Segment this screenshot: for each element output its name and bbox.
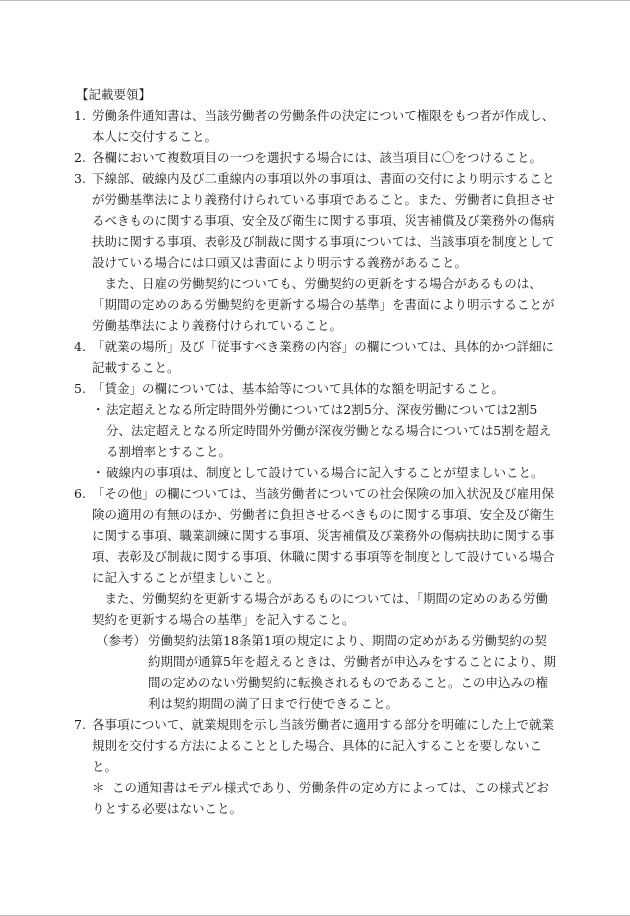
instruction-item-1 [76, 105, 558, 147]
reference-note [76, 630, 558, 714]
item-number: 5. [74, 381, 86, 396]
section-heading: 【記載要領】 [76, 87, 152, 102]
bullet-item [76, 462, 558, 483]
reference-text: 労働契約法第18条第1項の規定により、期間の定めがある労働契約の契約期間が通算5年を超えるときは、労働者が申込みをすることにより、期間の定めのない労働契約に転換されるものであること。この申込みの権利は契約期間の満了日まで行使できること。 [148, 633, 556, 711]
bullet-mark: ・ [92, 465, 105, 480]
item-number: 4. [74, 339, 86, 354]
item-number: 3. [74, 171, 86, 186]
item-text: 下線部、破線内及び二重線内の事項以外の事項は、書面の交付により明示することが労働基準法により義務付けられている事項であること。また、労働者に負担させるべきものに関する事項、安全及び衛生に関する事項、災害補償及び業務外の傷病扶助に関する事項、表彰及び制裁に関する事項については、当該事項を制度として設けている場合には口頭又は書面により明示する義務があること。 [92, 171, 555, 270]
instruction-item-2 [76, 147, 558, 168]
item-number: 2. [74, 150, 86, 165]
instruction-item-6 [76, 483, 558, 630]
footnote [76, 777, 558, 819]
item-paragraph: また、日雇の労働契約についても、労働契約の更新をする場合があるものは、「期間の定めのある労働契約を更新する場合の基準」を書面により明示することが労働基準法により義務付けられていること。 [92, 276, 555, 333]
instruction-item-4 [76, 336, 558, 378]
item-paragraph: また、労働契約を更新する場合があるものについては、「期間の定めのある労働契約を更新する場合の基準」を記入すること。 [92, 591, 549, 627]
item-text: 各欄において複数項目の一つを選択する場合には、該当項目に〇をつけること。 [92, 150, 543, 165]
item-text: 労働条件通知書は、当該労働者の労働条件の決定について権限をもつ者が作成し、本人に交付すること。 [92, 108, 555, 144]
item-number: 7. [74, 717, 86, 732]
instructions-content [76, 84, 558, 819]
footnote-text: この通知書はモデル様式であり、労働条件の定め方によっては、この様式どおりとする必要はないこと。 [92, 780, 549, 816]
item-text: 「就業の場所」及び「従事すべき業務の内容」の欄については、具体的かつ詳細に記載すること。 [92, 339, 555, 375]
item-number: 1. [74, 108, 86, 123]
asterisk-mark: ＊ [92, 780, 105, 795]
item-text: 「賃金」の欄については、基本給等について具体的な額を明記すること。 [92, 381, 505, 396]
item-number: 6. [74, 486, 86, 501]
bullet-mark: ・ [92, 402, 105, 417]
page-top-border [0, 0, 630, 1]
instruction-item-3 [76, 168, 558, 336]
bullet-text: 破線内の事項は、制度として設けている場合に記入することが望ましいこと。 [106, 465, 544, 480]
bullet-item [76, 399, 558, 462]
instruction-item-7 [76, 714, 558, 777]
instruction-item-5 [76, 378, 558, 399]
bullet-text: 法定超えとなる所定時間外労働については2割5分、深夜労働については2割5分、法定超えとなる所定時間外労働が深夜労働となる場合については5割を超える割増率とすること。 [106, 402, 552, 459]
item-text: 各事項について、就業規則を示し当該労働者に適用する部分を明確にした上で就業規則を交付する方法によることとした場合、具体的に記入することを要しないこと。 [92, 717, 555, 774]
reference-label: （参考） [96, 633, 147, 648]
item-text: 「その他」の欄については、当該労働者についての社会保険の加入状況及び雇用保険の適用の有無のほか、労働者に負担させるべきものに関する事項、安全及び衛生に関する事項、職業訓練に関する事項、災害補償及び業務外の傷病扶助に関する事項、表彰及び制裁に関する事項、休職に関する事項等を制度として設けている場合に記入することが望ましいこと。 [92, 486, 555, 585]
